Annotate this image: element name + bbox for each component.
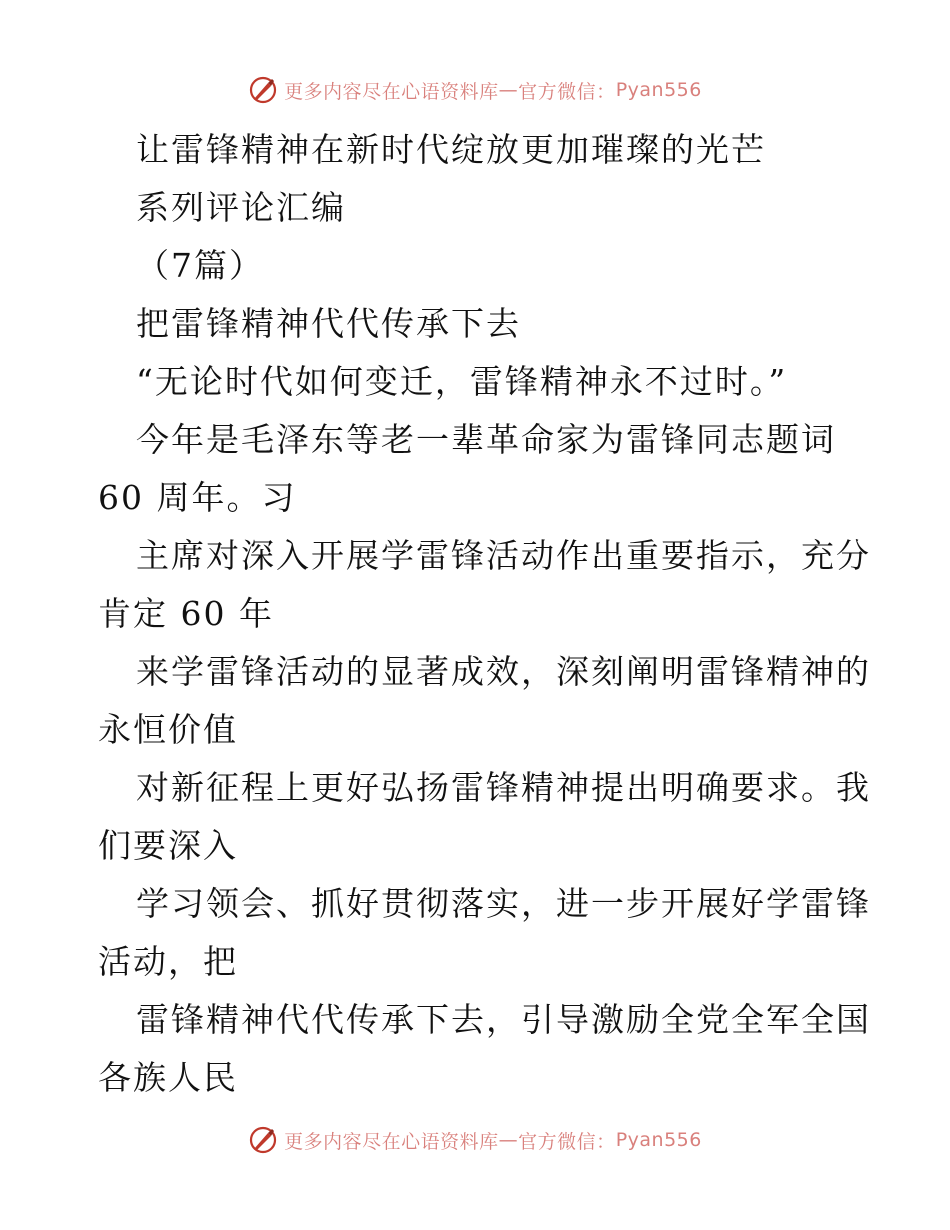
doc-paragraph-line: 今年是毛泽东等老一辈革命家为雷锋同志题词 bbox=[136, 420, 836, 459]
doc-paragraph-line: 雷锋精神代代传承下去，引导激励全党全军全国 bbox=[136, 1000, 871, 1039]
doc-subtitle: 系列评论汇编 bbox=[136, 188, 346, 227]
header-brand-text: 更多内容尽在心语资料库 bbox=[284, 80, 499, 103]
doc-paragraph-line: 肯定 60 年 bbox=[98, 594, 274, 633]
header-separator: — bbox=[498, 79, 519, 101]
doc-paragraph-line: 们要深入 bbox=[98, 826, 238, 865]
header-wechat-label: 官方微信： bbox=[518, 80, 616, 103]
footer-wechat-id: Pyan556 bbox=[615, 1129, 702, 1151]
doc-paragraph-line: 60 周年。习 bbox=[98, 478, 297, 517]
footer-banner bbox=[0, 1120, 950, 1160]
doc-paragraph-line: 活动，把 bbox=[98, 942, 238, 981]
doc-count: （7篇） bbox=[136, 246, 264, 285]
doc-paragraph-line: 学习领会、抓好贯彻落实，进一步开展好学雷锋 bbox=[136, 884, 871, 923]
doc-paragraph-line: 来学雷锋活动的显著成效，深刻阐明雷锋精神的 bbox=[136, 652, 871, 691]
doc-paragraph-line: 对新征程上更好弘扬雷锋精神提出明确要求。我 bbox=[136, 768, 871, 807]
quill-logo-icon bbox=[248, 75, 278, 105]
doc-title: 让雷锋精神在新时代绽放更加璀璨的光芒 bbox=[136, 130, 766, 169]
doc-paragraph-line: 各族人民 bbox=[98, 1058, 238, 1097]
footer-brand-text: 更多内容尽在心语资料库 bbox=[284, 1130, 499, 1153]
doc-paragraph-line: 永恒价值 bbox=[98, 710, 238, 749]
doc-paragraph-line: “无论时代如何变迁，雷锋精神永不过时。” bbox=[136, 362, 788, 401]
doc-paragraph-line: 主席对深入开展学雷锋活动作出重要指示，充分 bbox=[136, 536, 871, 575]
header-wechat-id: Pyan556 bbox=[615, 79, 702, 101]
footer-separator: — bbox=[498, 1129, 519, 1151]
footer-wechat-label: 官方微信： bbox=[518, 1130, 616, 1153]
header-banner bbox=[0, 70, 950, 110]
quill-logo-icon bbox=[248, 1125, 278, 1155]
section-heading: 把雷锋精神代代传承下去 bbox=[136, 304, 521, 343]
